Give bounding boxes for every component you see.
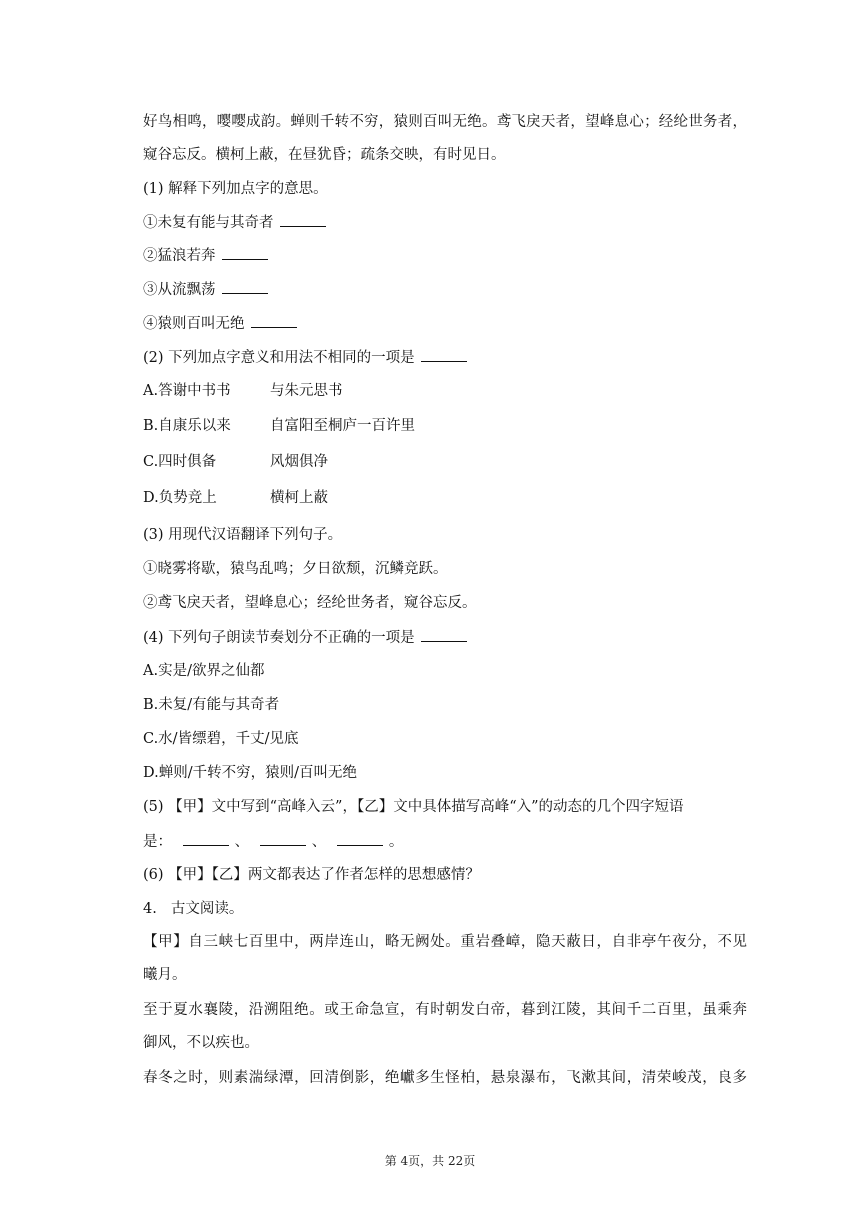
option-left: C.四时俱备 [143, 454, 217, 470]
q2-option-c [143, 452, 743, 472]
option-right: 横柯上蔽 [270, 490, 328, 506]
q5-prefix: 是： [143, 834, 172, 850]
answer-blank [251, 313, 297, 328]
separator: 、 [234, 834, 250, 850]
q2-title-text: (2) 下列加点字意义和用法不相同的一项是 [143, 350, 415, 366]
q2-option-a [143, 381, 743, 401]
q5-line-2 [143, 831, 403, 852]
q1-item-text: ①未复有能与其奇者 [143, 215, 274, 231]
option-right: 自富阳至桐庐一百许里 [270, 418, 415, 434]
answer-blank [421, 347, 467, 362]
section4-heading [143, 899, 243, 919]
section-title: 古文阅读。 [170, 901, 244, 917]
option-right: 风烟俱净 [270, 454, 328, 470]
q6-text: (6) 【甲】【乙】两文都表达了作者怎样的思想感情？ [143, 867, 480, 883]
answer-blank [280, 212, 326, 227]
q4-title-text: (4) 下列句子朗读节奏划分不正确的一项是 [143, 630, 415, 646]
answer-blank [421, 627, 467, 642]
page-footer: 第 4页，共 22页 [384, 1154, 476, 1168]
answer-blank [222, 245, 268, 260]
passage-line-1: 好鸟相鸣，嘤嘤成韵。蝉则千转不穷，猿则百叫无绝。鸢飞戾天者，望峰息心；经纶世务者， [143, 114, 747, 130]
q1-item-4 [143, 313, 303, 334]
q5-line-1: (5) 【甲】文中写到“高峰入云”，【乙】文中具体描写高峰“入”的动态的几个四字短语 [143, 799, 684, 815]
q4-title [143, 627, 473, 648]
separator: 、 [311, 834, 327, 850]
section4-para3-line1: 春冬之时，则素湍绿潭，回清倒影，绝巘多生怪柏，悬泉瀑布，飞漱其间，清荣峻茂，良多 [143, 1070, 747, 1086]
section-number: 4. [143, 901, 157, 917]
option-left: A.答谢中书书 [143, 383, 231, 399]
q4-option-c: C.水/皆缥碧，千丈/见底 [143, 731, 299, 747]
q3-item-1: ①晓雾将歇，猿鸟乱鸣；夕日欲颓，沉鳞竞跃。 [143, 561, 448, 577]
q1-item-text: ②猛浪若奔 [143, 248, 216, 264]
q2-option-d [143, 488, 743, 508]
option-left: D.负势竞上 [143, 490, 217, 506]
q4-option-b: B.未复/有能与其奇者 [143, 697, 280, 713]
passage-line-2: 窥谷忘反。横柯上蔽，在昼犹昏；疏条交映，有时见日。 [143, 147, 506, 163]
section4-para2-line2: 御风，不以疾也。 [143, 1035, 259, 1051]
q2-title [143, 347, 473, 368]
section4-para2-line1: 至于夏水襄陵，沿溯阻绝。或王命急宣，有时朝发白帝，暮到江陵，其间千二百里，虽乘奔 [143, 1002, 747, 1018]
q4-option-a: A.实是/欲界之仙都 [143, 663, 265, 679]
q1-item-1 [143, 212, 332, 233]
period: 。 [388, 834, 404, 850]
section4-para1-line2: 曦月。 [143, 967, 187, 983]
option-left: B.自康乐以来 [143, 418, 231, 434]
q1-title: (1) 解释下列加点字的意思。 [143, 181, 328, 197]
q1-item-text: ③从流飘荡 [143, 282, 216, 298]
q1-item-2 [143, 245, 274, 266]
answer-blank [222, 279, 268, 294]
q4-option-d: D.蝉则/千转不穷，猿则/百叫无绝 [143, 765, 357, 781]
q1-item-text: ④猿则百叫无绝 [143, 316, 245, 332]
answer-blank [260, 831, 306, 846]
option-right: 与朱元思书 [270, 383, 343, 399]
answer-blank [183, 831, 229, 846]
q1-item-3 [143, 279, 274, 300]
q2-option-b [143, 416, 743, 436]
answer-blank [337, 831, 383, 846]
section4-para1-line1: 【甲】自三峡七百里中，两岸连山，略无阙处。重岩叠嶂，隐天蔽日，自非亭午夜分，不见 [143, 934, 747, 950]
q3-title: (3) 用现代汉语翻译下列句子。 [143, 527, 343, 543]
q3-item-2: ②鸢飞戾天者，望峰息心；经纶世务者，窥谷忘反。 [143, 595, 477, 611]
